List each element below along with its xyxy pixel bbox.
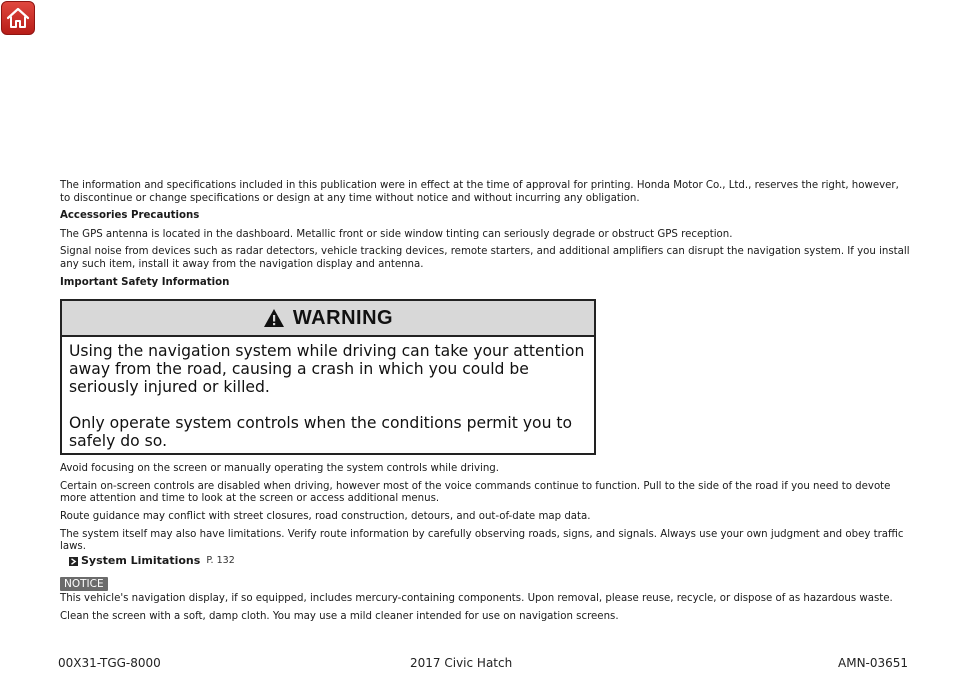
footer-model: 2017 Civic Hatch (410, 656, 513, 670)
system-limitations-link[interactable] (69, 555, 910, 568)
notice-paragraph: This vehicle's navigation display, if so equipped, includes mercury-containing components. Upon removal, please reuse, recycle, or dispose of as hazardous waste. (60, 593, 893, 605)
notice-badge: NOTICE (60, 577, 108, 591)
accessories-paragraph: The GPS antenna is located in the dashboard. Metallic front or side window tinting can seriously degrade or obstruct GPS reception. (60, 228, 733, 240)
arrow-right-icon (69, 557, 78, 566)
intro-paragraph: The information and specifications included in this publication were in effect at the time of approval for printing. Honda Motor Co., Ltd., reserves the right, however, to discontinue or change specifications or design at any time without notice and without incurring any obligation. (60, 180, 899, 204)
home-button[interactable] (1, 1, 35, 35)
warning-body (62, 337, 594, 450)
accessories-heading: Accessories Precautions (60, 210, 200, 222)
warning-box (60, 299, 596, 455)
notice-paragraph: Clean the screen with a soft, damp cloth. You may use a mild cleaner intended for use on navigation screens. (60, 610, 619, 622)
accessories-paragraph: Signal noise from devices such as radar detectors, vehicle tracking devices, remote starters, and additional amplifiers can disrupt the navigation system. If you install any such item, install it away from the navigation display and antenna. (60, 246, 910, 270)
xref-page: P. 132 (206, 554, 235, 566)
warning-text: Using the navigation system while driving can take your attention away from the road, causing a crash in which you could be seriously injured or killed. (69, 342, 585, 397)
warning-text: Only operate system controls when the conditions permit you to safely do so. (69, 414, 573, 451)
xref-label: System Limitations (81, 553, 201, 567)
warning-title: WARNING (292, 306, 394, 329)
warning-header (62, 301, 594, 337)
footer-code: AMN-03651 (838, 656, 909, 670)
home-icon (6, 7, 30, 29)
footer-part-number: 00X31-TGG-8000 (58, 656, 161, 670)
safety-paragraph: The system itself may also have limitations. Verify route information by carefully observing roads, signs, and signals. Always use your own judgment and obey traffic laws. (60, 528, 904, 553)
warning-triangle-icon (263, 308, 285, 328)
safety-paragraph: Avoid focusing on the screen or manually operating the system controls while driving. (60, 463, 499, 475)
safety-paragraph: Route guidance may conflict with street closures, road construction, detours, and out-of-date map data. (60, 510, 591, 522)
safety-paragraph: Certain on-screen controls are disabled when driving, however most of the voice commands continue to function. Pull to the side of the road if you need to devote more attention and time to look at the screen or access additional menus. (60, 480, 891, 505)
safety-heading: Important Safety Information (60, 276, 230, 288)
page-content (60, 180, 910, 629)
